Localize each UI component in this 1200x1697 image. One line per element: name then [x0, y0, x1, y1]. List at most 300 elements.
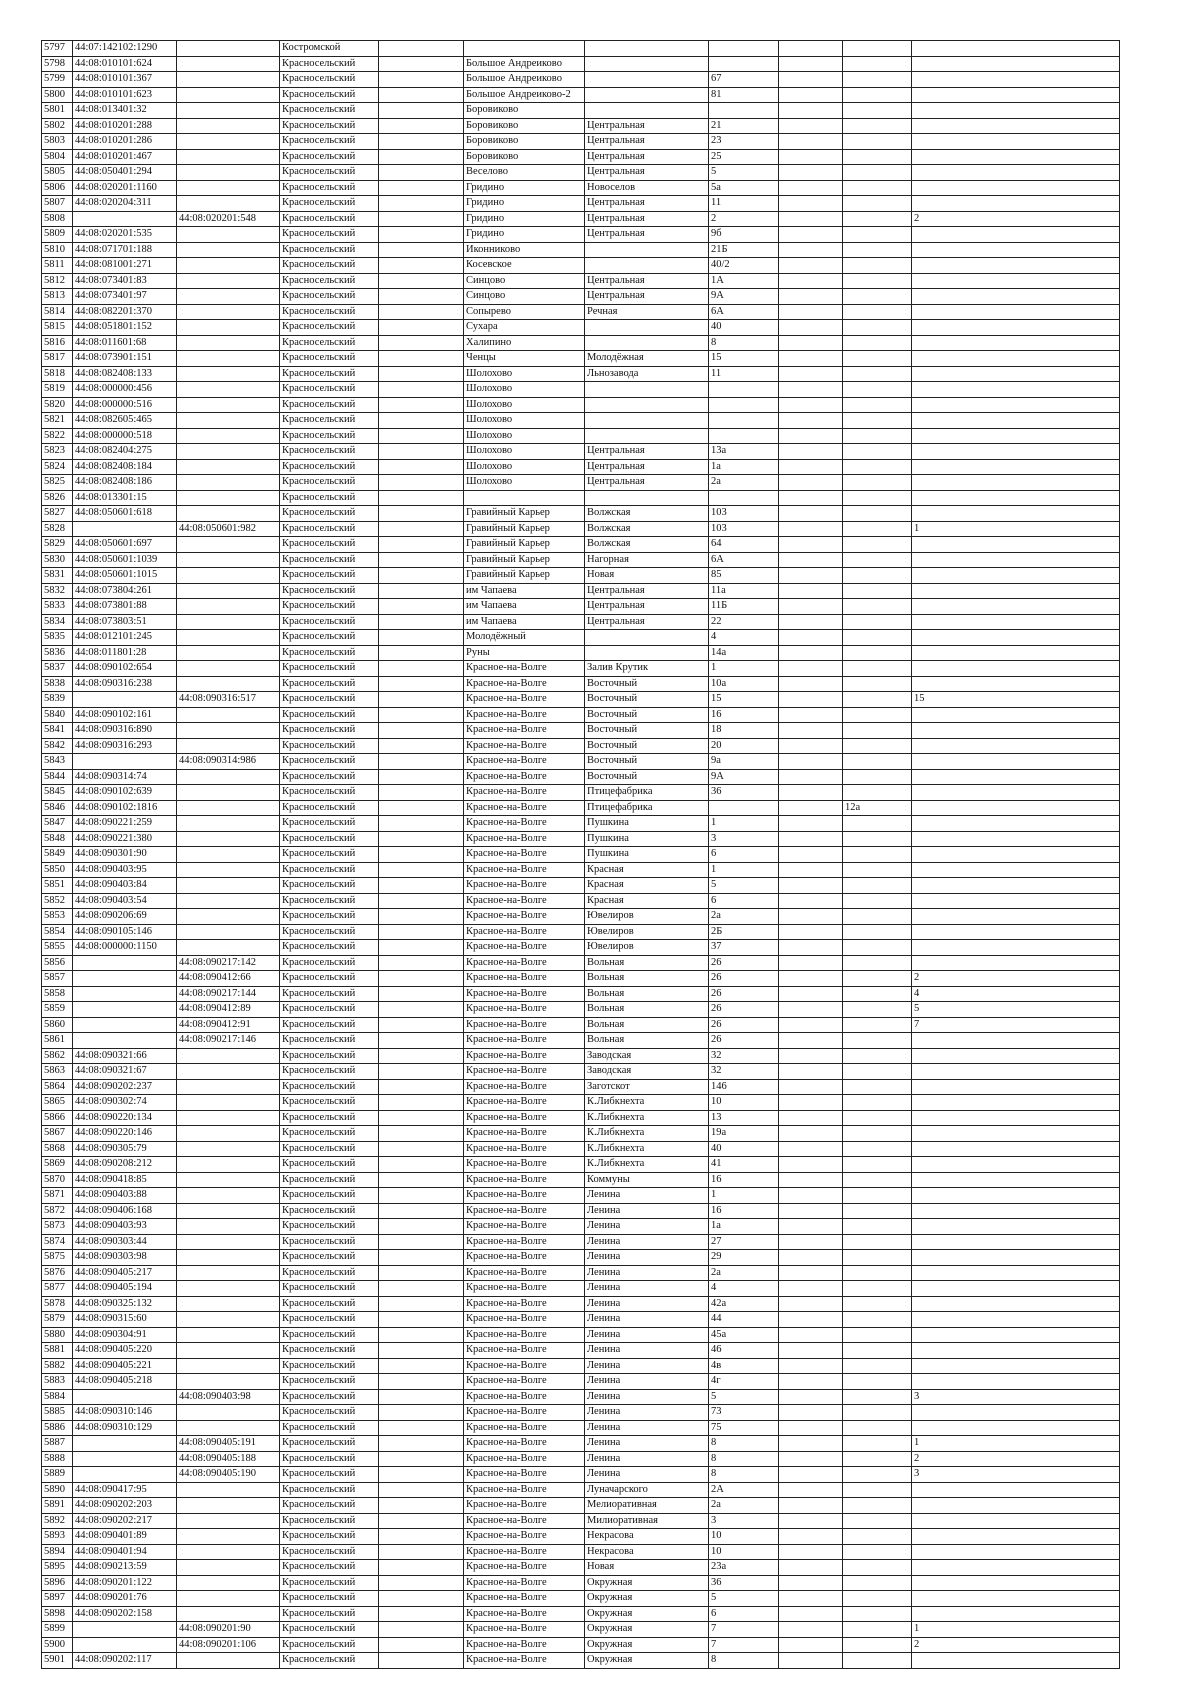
cell-locality: Красное-на-Волге — [464, 1529, 585, 1545]
cell-c10 — [843, 1110, 912, 1126]
cell-sub — [379, 661, 464, 677]
cell-c11 — [912, 41, 1120, 57]
cell-cad1 — [73, 1033, 177, 1049]
cell-num: 5879 — [42, 1312, 73, 1328]
cell-locality: Красное-на-Волге — [464, 800, 585, 816]
table-row — [42, 1327, 1120, 1343]
cell-c10 — [843, 583, 912, 599]
cell-c9 — [779, 1420, 843, 1436]
cell-locality: Ченцы — [464, 351, 585, 367]
cell-sub — [379, 847, 464, 863]
cell-c9 — [779, 1622, 843, 1638]
cell-district: Красносельский — [280, 940, 379, 956]
cell-sub — [379, 1296, 464, 1312]
cell-cad1: 44:08:020204:311 — [73, 196, 177, 212]
cell-c9 — [779, 506, 843, 522]
cell-num: 5799 — [42, 72, 73, 88]
cell-district: Красносельский — [280, 568, 379, 584]
table-row — [42, 599, 1120, 615]
cell-house: 21 — [709, 118, 779, 134]
cell-c11 — [912, 134, 1120, 150]
cell-cad1 — [73, 1002, 177, 1018]
cell-district: Красносельский — [280, 552, 379, 568]
cell-c11 — [912, 459, 1120, 475]
cell-num: 5881 — [42, 1343, 73, 1359]
cell-cad2 — [177, 444, 280, 460]
cell-district: Красносельский — [280, 1529, 379, 1545]
cell-num: 5837 — [42, 661, 73, 677]
cell-street: Окружная — [585, 1637, 709, 1653]
cell-street: Ювелиров — [585, 940, 709, 956]
cell-c10 — [843, 924, 912, 940]
cell-c9 — [779, 475, 843, 491]
cell-house: 16 — [709, 1172, 779, 1188]
cell-locality: Шолохово — [464, 444, 585, 460]
cell-c9 — [779, 614, 843, 630]
cell-c11 — [912, 165, 1120, 181]
cell-c9 — [779, 676, 843, 692]
cell-street: Некрасова — [585, 1529, 709, 1545]
cell-cad2 — [177, 1653, 280, 1669]
cell-house: 1 — [709, 862, 779, 878]
cell-num: 5863 — [42, 1064, 73, 1080]
cell-cad2: 44:08:090412:91 — [177, 1017, 280, 1033]
cell-sub — [379, 1203, 464, 1219]
cell-house: 16 — [709, 707, 779, 723]
cell-num: 5871 — [42, 1188, 73, 1204]
cell-sub — [379, 1343, 464, 1359]
cell-c11 — [912, 506, 1120, 522]
cell-locality: Синцово — [464, 289, 585, 305]
cell-c11 — [912, 769, 1120, 785]
cell-street: Окружная — [585, 1606, 709, 1622]
cell-c11 — [912, 196, 1120, 212]
cell-cad1: 44:08:090316:238 — [73, 676, 177, 692]
cell-cad1: 44:08:073401:83 — [73, 273, 177, 289]
cell-num: 5882 — [42, 1358, 73, 1374]
cell-c9 — [779, 1498, 843, 1514]
table-row — [42, 258, 1120, 274]
cell-sub — [379, 909, 464, 925]
cell-c9 — [779, 1327, 843, 1343]
cell-cad1: 44:08:082201:370 — [73, 304, 177, 320]
cell-cad1: 44:08:090418:85 — [73, 1172, 177, 1188]
cell-num: 5878 — [42, 1296, 73, 1312]
cell-district: Красносельский — [280, 1389, 379, 1405]
table-row — [42, 1157, 1120, 1173]
cell-cad2 — [177, 1296, 280, 1312]
cell-sub — [379, 1436, 464, 1452]
cell-district: Красносельский — [280, 1343, 379, 1359]
cell-cad2: 44:08:090217:144 — [177, 986, 280, 1002]
cell-district: Красносельский — [280, 955, 379, 971]
cell-c9 — [779, 800, 843, 816]
cell-house: 45а — [709, 1327, 779, 1343]
cell-c10 — [843, 1219, 912, 1235]
cell-sub — [379, 304, 464, 320]
cell-cad2 — [177, 862, 280, 878]
cell-sub — [379, 335, 464, 351]
cell-house: 23а — [709, 1560, 779, 1576]
cell-street: Коммуны — [585, 1172, 709, 1188]
cell-c9 — [779, 1606, 843, 1622]
cell-c9 — [779, 1312, 843, 1328]
cell-district: Красносельский — [280, 1482, 379, 1498]
cell-sub — [379, 475, 464, 491]
cell-cad2 — [177, 1498, 280, 1514]
cell-locality: Красное-на-Волге — [464, 1265, 585, 1281]
cell-c11 — [912, 149, 1120, 165]
cell-district: Красносельский — [280, 1637, 379, 1653]
cell-street — [585, 242, 709, 258]
cell-sub — [379, 1560, 464, 1576]
cell-c11 — [912, 754, 1120, 770]
cell-cad1 — [73, 1017, 177, 1033]
cell-street — [585, 382, 709, 398]
table-row — [42, 1358, 1120, 1374]
cell-sub — [379, 924, 464, 940]
cell-num: 5884 — [42, 1389, 73, 1405]
cell-street: Восточный — [585, 769, 709, 785]
cell-district: Красносельский — [280, 785, 379, 801]
cell-num: 5839 — [42, 692, 73, 708]
cell-locality: Большое Андреиково-2 — [464, 87, 585, 103]
cell-locality: Красное-на-Волге — [464, 1606, 585, 1622]
cell-c10 — [843, 1467, 912, 1483]
cell-c11 — [912, 955, 1120, 971]
cell-c10 — [843, 1622, 912, 1638]
cell-num: 5890 — [42, 1482, 73, 1498]
cell-district: Красносельский — [280, 1002, 379, 1018]
cell-cad1: 44:08:090221:380 — [73, 831, 177, 847]
cell-street: Птицефабрика — [585, 800, 709, 816]
cell-street: Некрасова — [585, 1544, 709, 1560]
cell-house: 11Б — [709, 599, 779, 615]
cell-street: Ленина — [585, 1327, 709, 1343]
cell-district: Красносельский — [280, 1219, 379, 1235]
cell-street: Молодёжная — [585, 351, 709, 367]
table-row — [42, 351, 1120, 367]
cell-house: 3 — [709, 1513, 779, 1529]
cell-cad2 — [177, 800, 280, 816]
cell-num: 5797 — [42, 41, 73, 57]
cell-locality: Гравийный Карьер — [464, 537, 585, 553]
cell-district: Красносельский — [280, 769, 379, 785]
cell-street: Заводская — [585, 1048, 709, 1064]
cell-locality: Гравийный Карьер — [464, 552, 585, 568]
cell-street — [585, 630, 709, 646]
cell-locality: Красное-на-Волге — [464, 661, 585, 677]
cell-c11 — [912, 335, 1120, 351]
cell-district: Красносельский — [280, 56, 379, 72]
cell-c11 — [912, 940, 1120, 956]
cell-locality: Сопырево — [464, 304, 585, 320]
cell-street: Ленина — [585, 1420, 709, 1436]
cell-district: Красносельский — [280, 893, 379, 909]
cell-cad2 — [177, 661, 280, 677]
cell-district: Красносельский — [280, 320, 379, 336]
cell-house: 6 — [709, 1606, 779, 1622]
cell-cad2: 44:08:050601:982 — [177, 521, 280, 537]
cell-num: 5868 — [42, 1141, 73, 1157]
cell-sub — [379, 1188, 464, 1204]
table-row — [42, 630, 1120, 646]
cell-locality: Красное-на-Волге — [464, 1079, 585, 1095]
cell-house: 8 — [709, 1467, 779, 1483]
cell-num: 5798 — [42, 56, 73, 72]
cell-c9 — [779, 831, 843, 847]
cell-sub — [379, 893, 464, 909]
cell-cad2 — [177, 1234, 280, 1250]
cell-sub — [379, 118, 464, 134]
cell-cad1: 44:08:050601:618 — [73, 506, 177, 522]
cell-street: Вольная — [585, 986, 709, 1002]
cell-cad2 — [177, 1048, 280, 1064]
cell-cad2 — [177, 87, 280, 103]
cell-c11 — [912, 242, 1120, 258]
cell-cad2 — [177, 769, 280, 785]
cell-locality: Красное-на-Волге — [464, 1560, 585, 1576]
cell-street: Пушкина — [585, 816, 709, 832]
cell-c10 — [843, 1281, 912, 1297]
table-row — [42, 831, 1120, 847]
cell-c9 — [779, 940, 843, 956]
cell-district: Красносельский — [280, 134, 379, 150]
cell-num: 5861 — [42, 1033, 73, 1049]
cell-sub — [379, 521, 464, 537]
cell-sub — [379, 1358, 464, 1374]
cell-street: Восточный — [585, 723, 709, 739]
cell-street — [585, 56, 709, 72]
cell-c10 — [843, 1606, 912, 1622]
cell-house: 40/2 — [709, 258, 779, 274]
cell-district: Красносельский — [280, 986, 379, 1002]
cell-cad2 — [177, 816, 280, 832]
cell-district: Красносельский — [280, 1157, 379, 1173]
table-row — [42, 1126, 1120, 1142]
cell-c10 — [843, 1498, 912, 1514]
cell-num: 5869 — [42, 1157, 73, 1173]
cell-num: 5800 — [42, 87, 73, 103]
cell-c11 — [912, 1544, 1120, 1560]
cell-street: Вольная — [585, 971, 709, 987]
cell-locality: Красное-на-Волге — [464, 1358, 585, 1374]
cell-c11 — [912, 490, 1120, 506]
cell-locality: Красное-на-Волге — [464, 1591, 585, 1607]
cell-sub — [379, 1141, 464, 1157]
cell-locality: им Чапаева — [464, 599, 585, 615]
cell-house: 10 — [709, 1544, 779, 1560]
cell-num: 5891 — [42, 1498, 73, 1514]
cell-num: 5873 — [42, 1219, 73, 1235]
cell-house: 36 — [709, 1575, 779, 1591]
cell-c9 — [779, 1389, 843, 1405]
cell-c11: 3 — [912, 1467, 1120, 1483]
cell-house: 27 — [709, 1234, 779, 1250]
table-row — [42, 1591, 1120, 1607]
cell-street — [585, 645, 709, 661]
cell-cad2 — [177, 335, 280, 351]
cell-house: 26 — [709, 1017, 779, 1033]
table-row — [42, 1529, 1120, 1545]
cell-street: К.Либкнехта — [585, 1126, 709, 1142]
cell-sub — [379, 366, 464, 382]
cell-street: Нагорная — [585, 552, 709, 568]
cell-district: Красносельский — [280, 1296, 379, 1312]
cell-c11 — [912, 1498, 1120, 1514]
cell-c10 — [843, 630, 912, 646]
cell-c9 — [779, 273, 843, 289]
cell-c11 — [912, 1327, 1120, 1343]
cell-district: Красносельский — [280, 599, 379, 615]
cell-num: 5896 — [42, 1575, 73, 1591]
cell-locality: Руны — [464, 645, 585, 661]
cell-cad2 — [177, 1327, 280, 1343]
cell-c10 — [843, 1591, 912, 1607]
cell-c11 — [912, 1064, 1120, 1080]
cell-cad1: 44:08:090102:639 — [73, 785, 177, 801]
cell-house: 2А — [709, 1482, 779, 1498]
cell-c9 — [779, 568, 843, 584]
cell-c9 — [779, 1157, 843, 1173]
cell-num: 5867 — [42, 1126, 73, 1142]
cell-c9 — [779, 1110, 843, 1126]
cell-c10 — [843, 1188, 912, 1204]
cell-house — [709, 800, 779, 816]
cell-c11 — [912, 1079, 1120, 1095]
cell-c9 — [779, 1219, 843, 1235]
cell-house: 21Б — [709, 242, 779, 258]
cell-district: Красносельский — [280, 1358, 379, 1374]
cell-street: Ленина — [585, 1343, 709, 1359]
cell-cad2 — [177, 475, 280, 491]
cell-district: Красносельский — [280, 1079, 379, 1095]
cell-c10 — [843, 1265, 912, 1281]
cell-c11 — [912, 1343, 1120, 1359]
table-row — [42, 211, 1120, 227]
cell-locality: Молодёжный — [464, 630, 585, 646]
cell-sub — [379, 1219, 464, 1235]
cell-c9 — [779, 707, 843, 723]
cell-c11 — [912, 227, 1120, 243]
cell-district: Красносельский — [280, 1420, 379, 1436]
table-row — [42, 444, 1120, 460]
cell-c10 — [843, 692, 912, 708]
table-row — [42, 1513, 1120, 1529]
cell-c9 — [779, 1436, 843, 1452]
cell-sub — [379, 785, 464, 801]
cell-c9 — [779, 847, 843, 863]
cell-sub — [379, 1544, 464, 1560]
cell-c10 — [843, 1157, 912, 1173]
cell-sub — [379, 428, 464, 444]
cell-street: Центральная — [585, 227, 709, 243]
cell-c11: 2 — [912, 211, 1120, 227]
cell-street: Волжская — [585, 506, 709, 522]
cell-cad2 — [177, 41, 280, 57]
cell-c11: 2 — [912, 1637, 1120, 1653]
cell-cad1: 44:08:000000:1150 — [73, 940, 177, 956]
cell-c9 — [779, 87, 843, 103]
cell-sub — [379, 103, 464, 119]
cell-district: Красносельский — [280, 800, 379, 816]
cell-cad1: 44:08:090405:218 — [73, 1374, 177, 1390]
cell-cad1: 44:08:050401:294 — [73, 165, 177, 181]
cell-house: 2а — [709, 475, 779, 491]
cell-c10 — [843, 459, 912, 475]
cell-cad2 — [177, 599, 280, 615]
cell-locality: Красное-на-Волге — [464, 1296, 585, 1312]
cell-num: 5851 — [42, 878, 73, 894]
table-row — [42, 645, 1120, 661]
cell-sub — [379, 1529, 464, 1545]
cell-c10 — [843, 242, 912, 258]
cell-num: 5805 — [42, 165, 73, 181]
table-row — [42, 676, 1120, 692]
cell-num: 5819 — [42, 382, 73, 398]
cell-cad2 — [177, 1157, 280, 1173]
cell-cad1: 44:08:090316:293 — [73, 738, 177, 754]
cell-c9 — [779, 56, 843, 72]
table-row — [42, 1389, 1120, 1405]
cell-c11 — [912, 1203, 1120, 1219]
table-row — [42, 583, 1120, 599]
cell-c10 — [843, 847, 912, 863]
cell-c10 — [843, 1079, 912, 1095]
cell-locality: Красное-на-Волге — [464, 955, 585, 971]
cell-sub — [379, 87, 464, 103]
cell-cad2 — [177, 273, 280, 289]
cell-c10 — [843, 1374, 912, 1390]
cell-district: Красносельский — [280, 862, 379, 878]
cell-num: 5810 — [42, 242, 73, 258]
cell-locality: Синцово — [464, 273, 585, 289]
cell-cad1: 44:08:071701:188 — [73, 242, 177, 258]
cell-sub — [379, 816, 464, 832]
cell-cad1: 44:08:090303:44 — [73, 1234, 177, 1250]
cell-cad2 — [177, 320, 280, 336]
cell-c9 — [779, 413, 843, 429]
cell-c11: 1 — [912, 521, 1120, 537]
cell-c10 — [843, 661, 912, 677]
cell-sub — [379, 320, 464, 336]
cell-sub — [379, 1281, 464, 1297]
cell-district: Красносельский — [280, 1467, 379, 1483]
cell-num: 5858 — [42, 986, 73, 1002]
cell-c11 — [912, 56, 1120, 72]
cell-num: 5847 — [42, 816, 73, 832]
cell-house — [709, 490, 779, 506]
cell-sub — [379, 1265, 464, 1281]
table-row — [42, 428, 1120, 444]
cell-cad2 — [177, 924, 280, 940]
cell-house: 26 — [709, 971, 779, 987]
registry-table — [41, 40, 1120, 1669]
cell-district: Красносельский — [280, 118, 379, 134]
table-row — [42, 335, 1120, 351]
cell-locality: Шолохово — [464, 397, 585, 413]
cell-c11: 4 — [912, 986, 1120, 1002]
cell-cad2 — [177, 738, 280, 754]
cell-cad2 — [177, 1513, 280, 1529]
cell-sub — [379, 1374, 464, 1390]
cell-cad1: 44:08:090202:237 — [73, 1079, 177, 1095]
cell-locality: Красное-на-Волге — [464, 1405, 585, 1421]
cell-c11 — [912, 273, 1120, 289]
cell-district: Красносельский — [280, 1498, 379, 1514]
cell-num: 5876 — [42, 1265, 73, 1281]
cell-c11 — [912, 1560, 1120, 1576]
